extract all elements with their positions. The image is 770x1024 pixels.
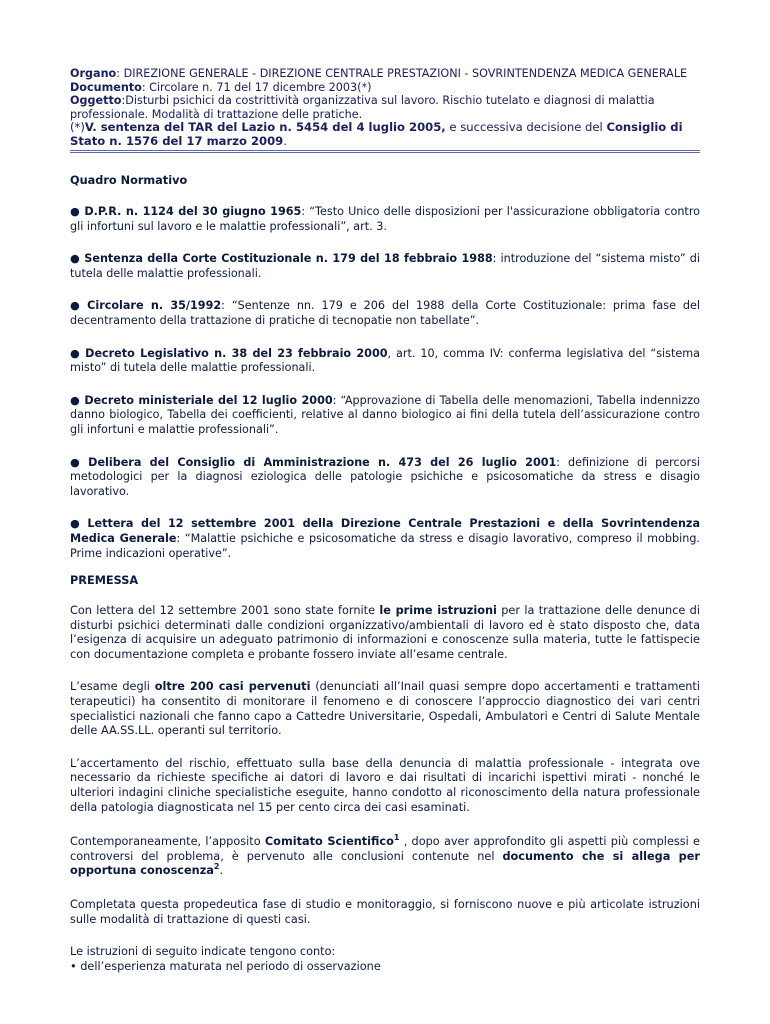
- text-run: Contemporaneamente, l’apposito: [70, 835, 265, 849]
- organo-line: [70, 67, 700, 81]
- item-text: : “Sentenze nn. 179 e 206 del 1988 della Corte Costituzionale: prima fase del decentramento della trattazione di pratiche di tecnopatie non tabellate”.: [70, 299, 701, 327]
- footnote-link-2[interactable]: 2: [213, 862, 220, 872]
- note-end: .: [283, 133, 287, 148]
- list-item: [70, 299, 700, 328]
- list-item: [70, 205, 700, 234]
- list-item: [70, 456, 700, 500]
- premessa-paragraph-6: [70, 945, 700, 974]
- bullet-icon: ●: [70, 455, 85, 469]
- text-run: per la trattazione delle denunce di disturbi psichici determinati dalle condizioni organizzativo/ambientali di lavoro ed è stato disposto che, data l’esigenza di acquisire un adeguato patrimonio di informazioni e conoscenze sulla materia, tutte le fattispecie con documentazione completa e probante fossero inviate all’esame centrale.: [70, 604, 700, 661]
- footnote-link-1[interactable]: 1: [393, 833, 400, 843]
- note-line: [70, 121, 700, 148]
- note-middle: e successiva decisione del: [445, 120, 607, 134]
- emphasis-run: le prime istruzioni: [379, 604, 497, 618]
- list-item: [70, 394, 700, 438]
- bullet-icon: ●: [70, 517, 84, 531]
- item-title: Sentenza della Corte Costituzionale n. 179 del 18 febbraio 1988: [84, 252, 493, 266]
- organo-label: Organo: [70, 67, 117, 80]
- quadro-list: [70, 205, 700, 561]
- item-title: Lettera del 12 settembre 2001 della Direzione Centrale Prestazioni e della Sovrintendenza Medica Generale: [70, 517, 700, 545]
- premessa-paragraph-3: L’accertamento del rischio, effettuato sulla base della denuncia di malattia professionale - integrata ove necessario da richieste specifiche ai datori di lavoro e dai risultati di incarichi ispettivi mirati - nonché le ulteriori indagini cliniche specialistiche eseguite, hanno condotto al riconoscimento della natura professionale della patologia diagnosticata nel 15 per cento circa dei casi esaminati.: [70, 756, 700, 814]
- item-title: D.P.R. n. 1124 del 30 giugno 1965: [84, 205, 302, 218]
- header-divider: [70, 149, 700, 153]
- bullet-icon: ●: [70, 393, 81, 407]
- item-title: Circolare n. 35/1992: [87, 299, 222, 313]
- emphasis-run: oltre 200 casi pervenuti: [154, 680, 311, 694]
- document-page: [70, 67, 700, 974]
- emphasis-run: Comitato Scientifico: [264, 835, 394, 849]
- oggetto-label: Oggetto: [70, 94, 122, 107]
- text-run: (denunciati all’Inail quasi sempre dopo accertamenti e trattamenti terapeutici) ha consentito di monitorare il fenomeno e di conoscere l’approccio diagnostico dei vari centri specialistici nazionali che fanno capo a Cattedre Universitarie, Ospedali, Ambulatori e Centri di Salute Mentale delle AA.SS.LL. operanti sul territorio.: [70, 680, 701, 738]
- text-run: Le istruzioni di seguito indicate tengono conto:: [70, 945, 336, 959]
- bullet-icon: ●: [70, 205, 81, 218]
- note-prefix: (*): [70, 120, 85, 134]
- bullet-icon: ●: [70, 252, 81, 266]
- document-header: [70, 67, 700, 148]
- note-link-tar[interactable]: V. sentenza del TAR del Lazio n. 5454 del 4 luglio 2005,: [84, 120, 446, 134]
- premessa-paragraph-1: [70, 604, 700, 662]
- documento-value: : Circolare n. 71 del 17 dicembre 2003(*): [141, 80, 372, 94]
- documento-label: Documento: [70, 80, 142, 94]
- bullet-icon: ●: [70, 299, 84, 313]
- item-text: : “Approvazione di Tabella delle menomazioni, Tabella indennizzo danno biologico, Tabella dei coefficienti, relative al danno biologico ai fini della tutela dell’assicurazione contro gli infortuni e malattie professionali”.: [70, 393, 700, 436]
- text-run: .: [219, 864, 224, 878]
- quadro-title: Quadro Normativo: [70, 174, 188, 187]
- premessa-title: PREMESSA: [70, 574, 139, 588]
- note-link-consiglio[interactable]: Consiglio di Stato n. 1576 del 17 marzo 2009: [70, 120, 683, 148]
- list-item: [70, 252, 700, 281]
- bullet-icon: ●: [70, 346, 82, 360]
- oggetto-line: [70, 94, 700, 121]
- text-run: L’esame degli: [70, 680, 155, 694]
- premessa-paragraph-2: [70, 680, 700, 738]
- item-text: , art. 10, comma IV: conferma legislativa del “sistema misto” di tutela delle malattie professionali.: [70, 346, 700, 375]
- item-text: : “Malattie psichiche e psicosomatiche da stress e disagio lavorativo, compreso il mobbing. Prime indicazioni operative”.: [70, 531, 700, 560]
- organo-value: : DIREZIONE GENERALE - DIREZIONE CENTRALE PRESTAZIONI - SOVRINTENDENZA MEDICA GENERALE: [116, 67, 688, 80]
- text-run: , dopo aver approfondito gli aspetti più complessi e controversi del problema, è pervenuto alle conclusioni contenute nel: [70, 835, 700, 863]
- item-text: : “Testo Unico delle disposizioni per l'assicurazione obbligatoria contro gli infortuni sul lavoro e le malattie professionali”, art. 3.: [70, 205, 701, 233]
- list-item: [70, 347, 700, 376]
- item-text: : introduzione del “sistema misto” di tutela delle malattie professionali.: [70, 252, 700, 280]
- item-title: Decreto ministeriale del 12 luglio 2000: [84, 393, 333, 407]
- item-title: Decreto Legislativo n. 38 del 23 febbraio 2000: [85, 346, 388, 360]
- list-item: [70, 517, 700, 561]
- item-title: Delibera del Consiglio di Amministrazione n. 473 del 26 luglio 2001: [88, 455, 557, 469]
- documento-line: [70, 81, 700, 95]
- premessa-paragraph-5: Completata questa propedeutica fase di studio e monitoraggio, si forniscono nuove e più articolate istruzioni sulle modalità di trattazione di questi casi.: [70, 898, 700, 926]
- oggetto-value: :Disturbi psichici da costrittività organizzativa sul lavoro. Rischio tutelato e diagnosi di malattia professionale. Modalità di trattazione delle pratiche.: [70, 94, 655, 121]
- emphasis-run: documento che si allega per opportuna conoscenza: [70, 849, 700, 878]
- item-text: : definizione di percorsi metodologici per la diagnosi eziologica delle patologie psichiche e psicosomatiche da stress e disagio lavorativo.: [70, 455, 701, 498]
- text-run: Con lettera del 12 settembre 2001 sono state fornite: [70, 604, 380, 618]
- premessa-paragraph-4: [70, 835, 700, 879]
- text-run: • dell’esperienza maturata nel periodo di osservazione: [70, 959, 381, 973]
